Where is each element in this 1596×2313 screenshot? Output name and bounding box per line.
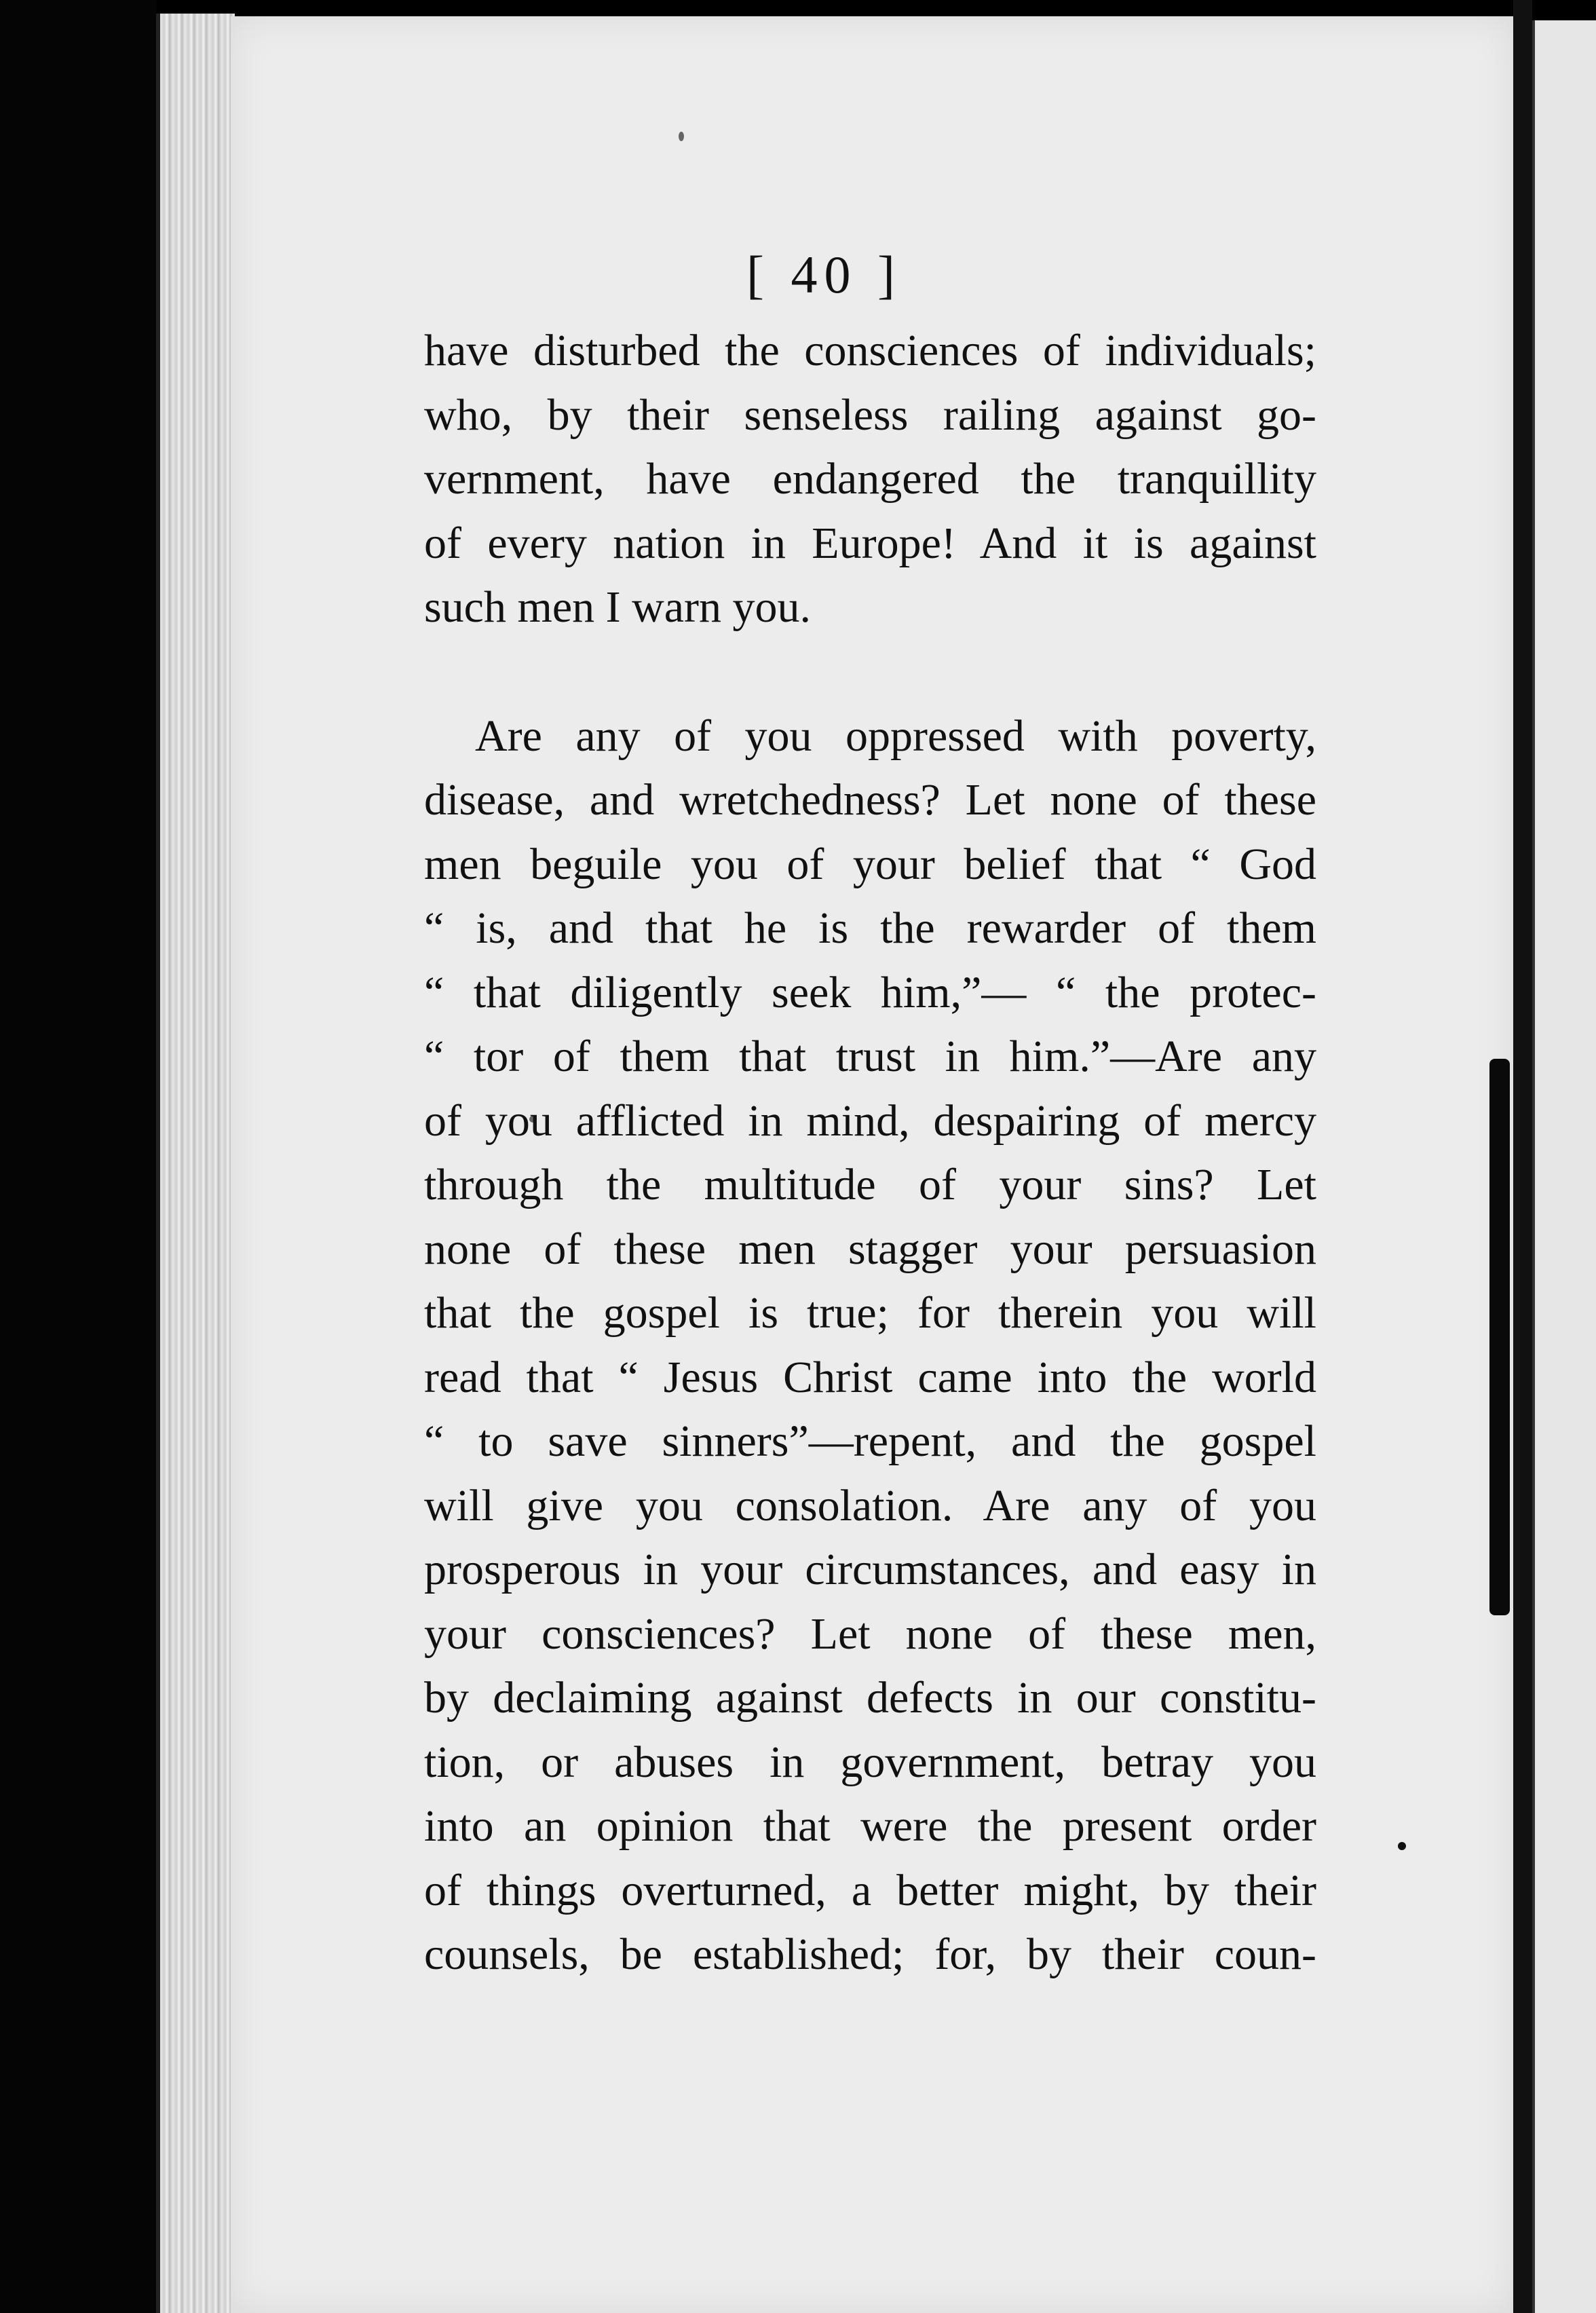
text-line: of things overturned, a better might, by their <box>424 1865 1316 1915</box>
text-line: “ is, and that he is the rewarder of them <box>424 903 1316 953</box>
text-line: through the multitude of your sins? Let <box>424 1160 1316 1209</box>
text-line: by declaiming against defects in our constitu- <box>424 1673 1316 1723</box>
text-line: none of these men stagger your persuasion <box>424 1224 1316 1274</box>
text-line: disease, and wretchedness? Let none of these <box>424 775 1316 825</box>
binding-shadow <box>1489 1059 1510 1615</box>
page-edges <box>156 14 235 2313</box>
text-line: “ tor of them that trust in him.”—Are any <box>424 1032 1316 1081</box>
ink-speck <box>1398 1842 1406 1850</box>
text-line: men beguile you of your belief that “ God <box>424 839 1316 889</box>
text-line: prosperous in your circumstances, and easy in <box>424 1545 1316 1594</box>
right-gutter <box>1513 0 1532 2313</box>
text-line: tion, or abuses in government, betray you <box>424 1737 1316 1787</box>
text-line: read that “ Jesus Christ came into the world <box>424 1352 1316 1402</box>
text-line: who, by their senseless railing against go- <box>424 390 1316 440</box>
book-binding <box>0 0 156 2313</box>
text-line: will give you consolation. Are any of you <box>424 1480 1316 1530</box>
text-line: such men I warn you. <box>424 582 812 632</box>
text-line: of you afflicted in mind, despairing of mercy <box>424 1095 1316 1146</box>
ink-speck <box>679 132 684 141</box>
text-line: “ to save sinners”—repent, and the gospel <box>424 1416 1316 1466</box>
text-line: have disturbed the consciences of individuals; <box>424 326 1316 375</box>
text-line: “ that diligently seek him,”— “ the protec- <box>424 967 1316 1017</box>
paragraph-gap <box>424 640 1316 704</box>
paragraph-1 <box>424 319 1316 640</box>
text-line: vernment, have endangered the tranquillity <box>424 454 1316 504</box>
text-line: of every nation in Europe! And it is against <box>424 518 1316 568</box>
text-line: Are any of you oppressed with poverty, <box>475 711 1316 761</box>
text-line: into an opinion that were the present order <box>424 1801 1316 1851</box>
top-shadow <box>156 0 1596 16</box>
text-line: that the gospel is true; for therein you will <box>424 1288 1316 1338</box>
next-page-edge <box>1532 20 1596 2313</box>
body-text <box>424 319 1316 1987</box>
text-line: counsels, be established; for, by their coun- <box>424 1930 1316 1979</box>
text-line: your consciences? Let none of these men, <box>424 1609 1316 1659</box>
page-number: [ 40 ] <box>746 245 902 304</box>
paragraph-2 <box>424 704 1316 1987</box>
